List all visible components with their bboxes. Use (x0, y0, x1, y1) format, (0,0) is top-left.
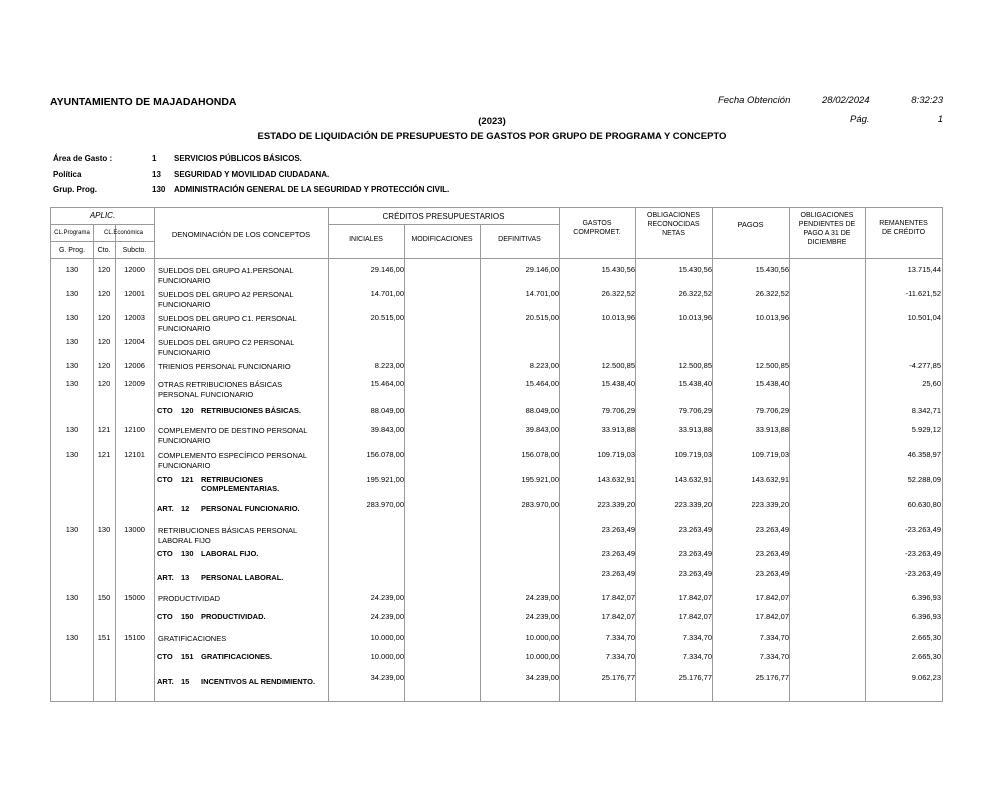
table-row (51, 446, 944, 470)
cell-gastos: 23.263,49 (601, 525, 635, 534)
obligaciones-header (635, 211, 712, 238)
modificaciones-header: MODIFICACIONES (411, 236, 473, 243)
cell-gastos: 25.176,77 (601, 673, 635, 682)
cell-definitivas: 15.464,00 (525, 379, 559, 388)
cell-subcto: 12009 (124, 379, 145, 388)
cell-definitivas: 34.239,00 (525, 673, 559, 682)
cell-definitivas: 29.146,00 (525, 265, 559, 274)
table-row (51, 375, 944, 399)
cell-obligaciones: 10.013,96 (678, 313, 712, 322)
subtotal-code: 151 (181, 652, 194, 661)
politica-code: 13 (152, 170, 161, 179)
subtotal-type: CTO (157, 406, 173, 415)
subtotal-row (51, 669, 944, 693)
creditos-header: CRÉDITOS PRESUPUESTARIOS (382, 212, 505, 221)
cell-iniciales: 14.701,00 (370, 289, 404, 298)
cell-description: COMPLEMENTO DE DESTINO PERSONAL FUNCIONARIO (158, 426, 308, 445)
cell-definitivas: 24.239,00 (525, 593, 559, 602)
cto-header: Cto. (97, 247, 111, 254)
cl-programa-header: CL.Programa (54, 230, 90, 236)
cell-iniciales: 156.078,00 (366, 450, 404, 459)
table-row (51, 309, 944, 333)
cell-cto: 151 (97, 633, 111, 642)
cell-g-prog: 130 (65, 265, 79, 274)
g-prog-header: G. Prog. (58, 247, 86, 254)
cell-g-prog: 130 (65, 450, 79, 459)
cell-iniciales: 20.515,00 (370, 313, 404, 322)
cell-subcto: 12003 (124, 313, 145, 322)
area-code: 1 (152, 154, 157, 163)
cell-obligaciones: 17.842,07 (678, 612, 712, 621)
cell-obligaciones: 15.430,56 (678, 265, 712, 274)
cell-remanentes: 60.630,80 (907, 500, 941, 509)
subtotal-code: 130 (181, 549, 194, 558)
subtotal-code: 15 (181, 677, 190, 686)
pendientes-header (789, 211, 865, 247)
cell-gastos: 79.706,29 (601, 406, 635, 415)
cell-obligaciones: 7.334,70 (682, 652, 712, 661)
cell-pagos: 26.322,52 (755, 289, 789, 298)
politica-name: SEGURIDAD Y MOVILIDAD CIUDADANA. (174, 170, 330, 179)
table-row (51, 421, 944, 445)
cell-cto: 121 (97, 450, 111, 459)
subtotal-description: RETRIBUCIONES BÁSICAS. (201, 406, 302, 415)
cell-definitivas: 10.000,00 (525, 633, 559, 642)
aplic-header: APLIC. (89, 211, 116, 220)
cell-iniciales: 10.000,00 (370, 633, 404, 642)
cell-pagos: 12.500,85 (755, 361, 789, 370)
cell-gastos: 143.632,91 (597, 475, 635, 484)
cell-gastos: 12.500,85 (601, 361, 635, 370)
cell-description: PRODUCTIVIDAD (158, 594, 221, 603)
cell-gastos: 7.334,70 (605, 652, 635, 661)
obligaciones-header-line2: RECONOCIDAS (647, 221, 700, 228)
cell-cto: 121 (97, 425, 111, 434)
cell-subcto: 12001 (124, 289, 145, 298)
subtotal-description: INCENTIVOS AL RENDIMIENTO. (201, 677, 316, 686)
pendientes-header-line2: PENDIENTES DE (798, 221, 856, 228)
cell-gastos: 223.339,20 (597, 500, 635, 509)
subtotal-code: 120 (181, 406, 194, 415)
cell-remanentes: 25,60 (922, 379, 941, 388)
cell-pagos: 33.913,88 (755, 425, 789, 434)
cell-gastos: 17.842,07 (601, 593, 635, 602)
cell-cto: 120 (97, 337, 111, 346)
cell-iniciales: 39.843,00 (370, 425, 404, 434)
cell-definitivas: 39.843,00 (525, 425, 559, 434)
gastos-header-line1: GASTOS (582, 220, 612, 227)
obligaciones-header-line3: NETAS (662, 230, 685, 237)
subtotal-code: 121 (181, 475, 194, 484)
subtotal-description: PRODUCTIVIDAD. (201, 612, 266, 621)
cell-g-prog: 130 (65, 361, 79, 370)
subtotal-description: PERSONAL LABORAL. (201, 573, 284, 582)
cell-subcto: 12006 (124, 361, 145, 370)
cell-iniciales: 88.049,00 (370, 406, 404, 415)
table-row (51, 285, 944, 309)
cell-remanentes: 5.929,12 (911, 425, 941, 434)
cell-pagos: 23.263,49 (755, 569, 789, 578)
table-row (51, 521, 944, 545)
cell-remanentes: -11.621,52 (905, 289, 941, 298)
subtotal-type: CTO (157, 652, 173, 661)
cell-remanentes: 6.396,93 (911, 593, 941, 602)
pendientes-header-line3: PAGO A 31 DE (803, 230, 851, 237)
cell-pagos: 223.339,20 (751, 500, 789, 509)
cell-cto: 130 (97, 525, 111, 534)
cell-g-prog: 130 (65, 337, 79, 346)
cell-description: RETRIBUCIONES BÁSICAS PERSONAL LABORAL FIJO (158, 526, 297, 545)
cell-definitivas: 20.515,00 (525, 313, 559, 322)
cell-remanentes: 2.665,30 (911, 633, 941, 642)
cell-pagos: 15.430,56 (755, 265, 789, 274)
cell-definitivas: 8.223,00 (529, 361, 559, 370)
cell-iniciales: 34.239,00 (370, 673, 404, 682)
cell-pagos: 17.842,07 (755, 612, 789, 621)
cell-remanentes: 13.715,44 (907, 265, 941, 274)
grup-prog-code: 130 (152, 185, 166, 194)
remanentes-header-line1: REMANENTES (879, 220, 928, 227)
cell-pagos: 25.176,77 (755, 673, 789, 682)
cell-iniciales: 283.970,00 (366, 500, 404, 509)
cell-remanentes: -23.263,49 (905, 525, 941, 534)
cell-definitivas: 88.049,00 (525, 406, 559, 415)
cell-definitivas: 10.000,00 (525, 652, 559, 661)
cell-description: OTRAS RETRIBUCIONES BÁSICAS PERSONAL FUNCIONARIO (158, 380, 283, 399)
cell-gastos: 33.913,88 (601, 425, 635, 434)
cell-subcto: 12101 (124, 450, 145, 459)
cell-definitivas: 156.078,00 (521, 450, 559, 459)
cell-obligaciones: 7.334,70 (682, 633, 712, 642)
hora-value: 8:32:23 (911, 95, 943, 106)
subtotal-description: GRATIFICACIONES. (201, 652, 273, 661)
cell-description: TRIENIOS PERSONAL FUNCIONARIO (158, 362, 291, 371)
cell-pagos: 10.013,96 (755, 313, 789, 322)
cell-pagos: 23.263,49 (755, 549, 789, 558)
cell-pagos: 23.263,49 (755, 525, 789, 534)
fecha-value: 28/02/2024 (822, 95, 870, 106)
cell-cto: 150 (97, 593, 111, 602)
fecha-label: Fecha Obtención (718, 95, 791, 106)
report-year: (2023) (478, 116, 506, 127)
cell-remanentes: 46.358,97 (907, 450, 941, 459)
cell-g-prog: 130 (65, 313, 79, 322)
budget-table (50, 207, 943, 702)
page-label: Pág. (850, 114, 870, 125)
cell-cto: 120 (97, 265, 111, 274)
cell-obligaciones: 33.913,88 (678, 425, 712, 434)
cell-g-prog: 130 (65, 593, 79, 602)
cell-cto: 120 (97, 289, 111, 298)
area-label: Área de Gasto : (53, 154, 113, 163)
cell-description: COMPLEMENTO ESPECÍFICO PERSONAL FUNCIONARIO (158, 451, 307, 470)
denominacion-header: DENOMINACIÓN DE LOS CONCEPTOS (171, 230, 311, 239)
cell-obligaciones: 223.339,20 (674, 500, 712, 509)
cell-definitivas: 283.970,00 (521, 500, 559, 509)
cell-obligaciones: 79.706,29 (678, 406, 712, 415)
cell-gastos: 15.438,40 (601, 379, 635, 388)
cell-remanentes: 6.396,93 (911, 612, 941, 621)
cell-cto: 120 (97, 379, 111, 388)
cell-iniciales: 24.239,00 (370, 612, 404, 621)
cell-cto: 120 (97, 313, 111, 322)
cell-obligaciones: 23.263,49 (678, 569, 712, 578)
iniciales-header: INICIALES (349, 236, 383, 243)
subtotal-description: LABORAL FIJO. (201, 549, 259, 558)
subtotal-code: 150 (181, 612, 194, 621)
cell-description: SUELDOS DEL GRUPO C1. PERSONAL FUNCIONARIO (158, 314, 297, 333)
cell-cto: 120 (97, 361, 111, 370)
report-title: ESTADO DE LIQUIDACIÓN DE PRESUPUESTO DE GASTOS POR GRUPO DE PROGRAMA Y CONCEPTO (257, 131, 727, 142)
subtotal-row (51, 565, 944, 589)
cell-definitivas: 14.701,00 (525, 289, 559, 298)
cell-remanentes: 52.288,09 (907, 475, 941, 484)
cell-obligaciones: 23.263,49 (678, 549, 712, 558)
cell-obligaciones: 15.438,40 (678, 379, 712, 388)
cell-iniciales: 195.921,00 (366, 475, 404, 484)
cell-pagos: 143.632,91 (751, 475, 789, 484)
cell-subcto: 12004 (124, 337, 145, 346)
cell-iniciales: 8.223,00 (374, 361, 404, 370)
cell-remanentes: 2.665,30 (911, 652, 941, 661)
cell-gastos: 23.263,49 (601, 569, 635, 578)
grup-prog-name: ADMINISTRACIÓN GENERAL DE LA SEGURIDAD Y PROTECCIÓN CIVIL. (174, 185, 450, 194)
cell-pagos: 7.334,70 (759, 652, 789, 661)
cell-pagos: 79.706,29 (755, 406, 789, 415)
cell-gastos: 7.334,70 (605, 633, 635, 642)
subtotal-code: 12 (181, 504, 190, 513)
cell-gastos: 17.842,07 (601, 612, 635, 621)
cell-g-prog: 130 (65, 379, 79, 388)
cell-definitivas: 195.921,00 (521, 475, 559, 484)
cell-g-prog: 130 (65, 425, 79, 434)
cell-pagos: 17.842,07 (755, 593, 789, 602)
cell-remanentes: -23.263,49 (905, 549, 941, 558)
politica-label: Política (53, 170, 82, 179)
cell-definitivas: 24.239,00 (525, 612, 559, 621)
cell-pagos: 109.719,03 (751, 450, 789, 459)
cell-iniciales: 24.239,00 (370, 593, 404, 602)
cell-gastos: 26.322,52 (601, 289, 635, 298)
subtotal-row (51, 496, 944, 520)
cell-obligaciones: 26.322,52 (678, 289, 712, 298)
cell-pagos: 15.438,40 (755, 379, 789, 388)
remanentes-header (865, 219, 942, 237)
cell-subcto: 13000 (124, 525, 145, 534)
subtotal-row (51, 471, 944, 495)
cell-description: SUELDOS DEL GRUPO A2 PERSONAL FUNCIONARIO (158, 290, 294, 309)
pendientes-header-line1: OBLIGACIONES (800, 212, 854, 219)
subtotal-type: ART. (157, 677, 174, 686)
subtotal-type: ART. (157, 504, 174, 513)
cell-gastos: 10.013,96 (601, 313, 635, 322)
cell-remanentes: -4.277,85 (909, 361, 941, 370)
cell-obligaciones: 17.842,07 (678, 593, 712, 602)
cell-remanentes: 10.501,04 (907, 313, 941, 322)
gastos-header-line2: COMPROMET. (573, 229, 621, 236)
cell-obligaciones: 12.500,85 (678, 361, 712, 370)
cell-subcto: 12000 (124, 265, 145, 274)
cell-iniciales: 29.146,00 (370, 265, 404, 274)
cl-economica-header: CL.Económica (103, 230, 144, 236)
page-number: 1 (937, 114, 943, 125)
cell-g-prog: 130 (65, 289, 79, 298)
table-row (51, 333, 944, 357)
definitivas-header: DEFINITIVAS (498, 236, 541, 243)
cell-remanentes: 8.342,71 (911, 406, 941, 415)
cell-subcto: 12100 (124, 425, 145, 434)
cell-obligaciones: 25.176,77 (678, 673, 712, 682)
cell-g-prog: 130 (65, 525, 79, 534)
organization-name: AYUNTAMIENTO DE MAJADAHONDA (50, 96, 237, 108)
subtotal-description: RETRIBUCIONES COMPLEMENTARIAS. (201, 475, 280, 493)
table-row (51, 261, 944, 285)
cell-subcto: 15000 (124, 593, 145, 602)
grup-prog-label: Grup. Prog. (53, 185, 97, 194)
cell-description: SUELDOS DEL GRUPO C2 PERSONAL FUNCIONARIO (158, 338, 295, 357)
cell-iniciales: 10.000,00 (370, 652, 404, 661)
subtotal-type: CTO (157, 475, 173, 484)
cell-subcto: 15100 (124, 633, 145, 642)
cell-remanentes: 9.062,23 (911, 673, 941, 682)
pendientes-header-line4: DICIEMBRE (807, 239, 847, 246)
subtotal-type: CTO (157, 612, 173, 621)
subtotal-type: ART. (157, 573, 174, 582)
cell-pagos: 7.334,70 (759, 633, 789, 642)
obligaciones-header-line1: OBLIGACIONES (647, 212, 700, 219)
cell-gastos: 23.263,49 (601, 549, 635, 558)
subtotal-description: PERSONAL FUNCIONARIO. (201, 504, 300, 513)
cell-iniciales: 15.464,00 (370, 379, 404, 388)
cell-description: SUELDOS DEL GRUPO A1.PERSONAL FUNCIONARIO (158, 266, 294, 285)
remanentes-header-line2: DE CRÉDITO (881, 229, 926, 236)
cell-gastos: 109.719,03 (597, 450, 635, 459)
cell-gastos: 15.430,56 (601, 265, 635, 274)
cell-remanentes: -23.263,49 (905, 569, 941, 578)
subcto-header: Subcto. (122, 247, 147, 254)
pagos-header: PAGOS (737, 220, 764, 229)
cell-description: GRATIFICACIONES (158, 634, 227, 643)
cell-obligaciones: 109.719,03 (674, 450, 712, 459)
subtotal-type: CTO (157, 549, 173, 558)
cell-obligaciones: 143.632,91 (674, 475, 712, 484)
area-name: SERVICIOS PÚBLICOS BÁSICOS. (174, 154, 302, 163)
cell-obligaciones: 23.263,49 (678, 525, 712, 534)
subtotal-code: 13 (181, 573, 190, 582)
cell-g-prog: 130 (65, 633, 79, 642)
gastos-header (559, 219, 635, 237)
